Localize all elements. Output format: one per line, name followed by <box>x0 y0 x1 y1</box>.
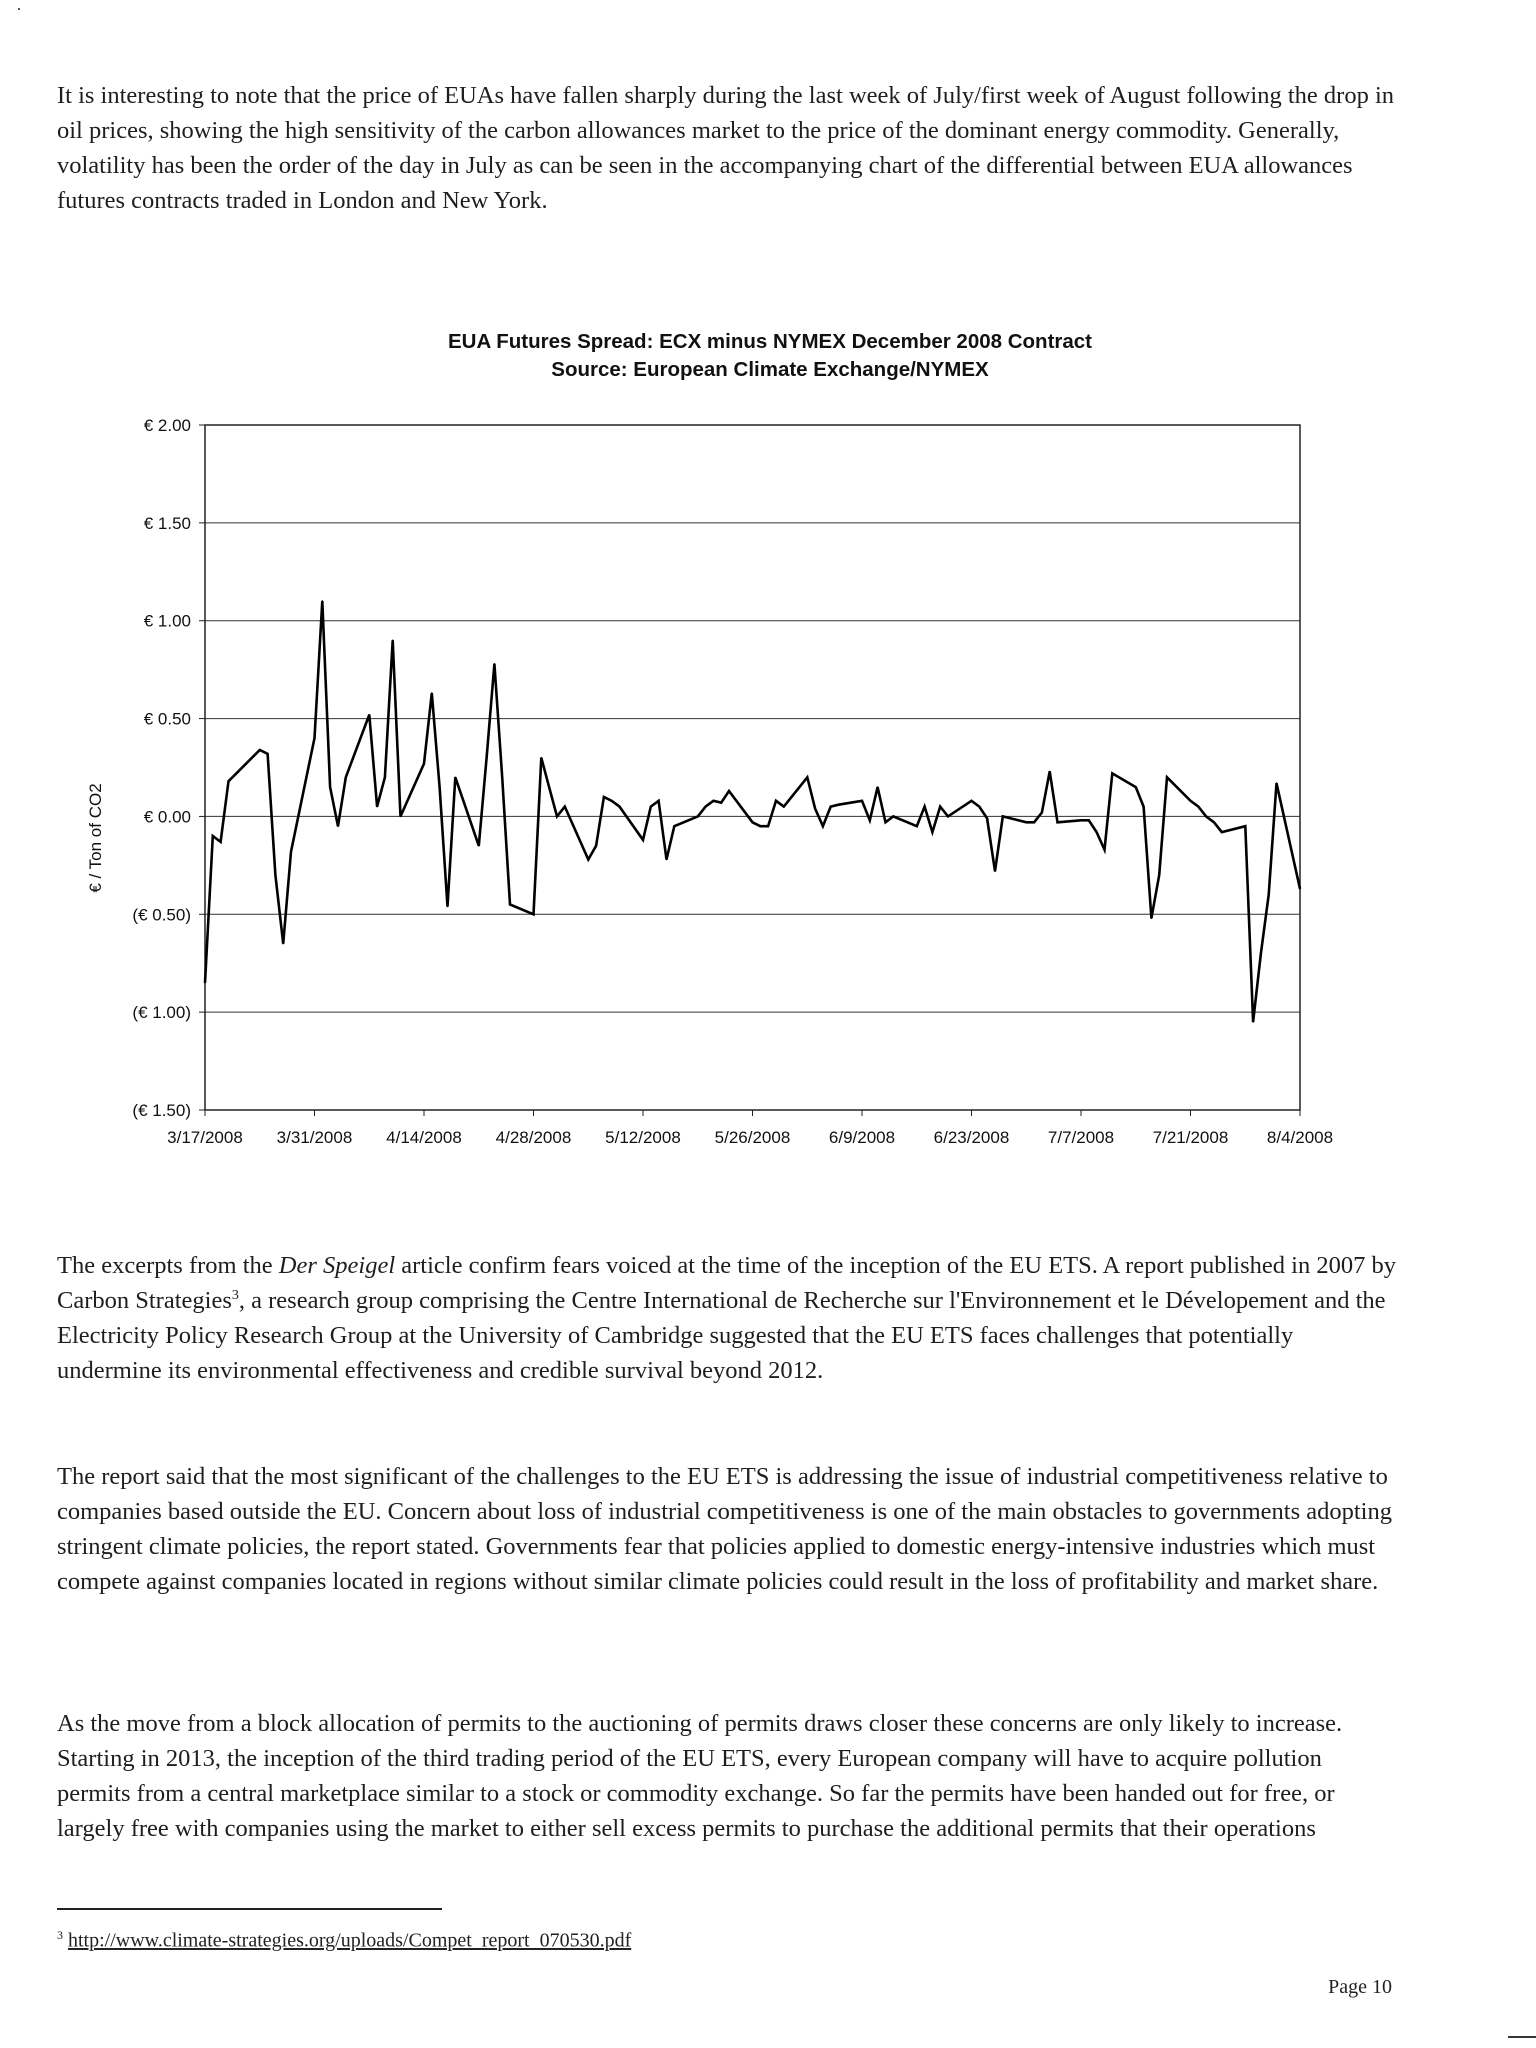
data-point <box>1112 773 1114 775</box>
data-point <box>478 845 480 847</box>
footnote-separator <box>57 1908 442 1910</box>
x-tick-label: 5/12/2008 <box>605 1128 681 1147</box>
data-point <box>1213 822 1215 824</box>
data-point <box>1221 831 1223 833</box>
data-point <box>1088 820 1090 822</box>
x-tick-label: 3/17/2008 <box>167 1128 243 1147</box>
data-point <box>767 825 769 827</box>
chart-title: EUA Futures Spread: ECX minus NYMEX December 2008 Contract <box>447 330 1093 353</box>
data-point <box>1252 1021 1254 1023</box>
data-point <box>1080 820 1082 822</box>
data-point <box>658 800 660 802</box>
data-point <box>220 841 222 843</box>
data-point <box>1143 806 1145 808</box>
y-axis-label: € / Ton of CO2 <box>86 783 105 893</box>
x-axis-ticks <box>167 1110 1333 1147</box>
data-point <box>486 757 488 759</box>
data-point <box>979 806 981 808</box>
paragraph-2-text-c: , a research group comprising the Centre International de Recherche sur l'Environnement et le Dévelopement and the Electricity Policy Research Group at the University of Cambridge suggested that the EU ETS faces challenges that potentially undermine its environmental effectiveness and credible survival beyond 2012. <box>57 1287 1386 1384</box>
y-tick-label: € 0.50 <box>143 709 191 729</box>
y-tick-label: (€ 1.00) <box>132 1003 191 1023</box>
data-point <box>541 757 543 759</box>
series-layer <box>204 600 1301 1022</box>
data-point <box>501 777 503 779</box>
data-point <box>1260 953 1262 955</box>
data-point <box>392 640 394 642</box>
data-point <box>893 816 895 818</box>
x-tick-label: 4/28/2008 <box>495 1128 572 1147</box>
data-point <box>1041 812 1043 814</box>
data-point <box>595 845 597 847</box>
data-point <box>455 777 457 779</box>
data-point <box>282 943 284 945</box>
data-point <box>642 839 644 841</box>
chart-subtitle: Source: European Climate Exchange/NYMEX <box>551 358 989 381</box>
data-point <box>290 851 292 853</box>
data-point <box>533 914 535 916</box>
data-point <box>603 796 605 798</box>
data-point <box>713 800 715 802</box>
y-tick-label: € 2.00 <box>143 416 191 435</box>
data-point <box>376 806 378 808</box>
data-point <box>752 822 754 824</box>
data-point <box>885 822 887 824</box>
y-tick-label: € 1.50 <box>143 513 191 533</box>
data-point <box>760 825 762 827</box>
data-point <box>1276 782 1278 784</box>
scan-speck <box>18 8 20 10</box>
publication-name: Der Speigel <box>278 1252 396 1279</box>
plot-area-border <box>205 425 1300 1110</box>
y-tick-label: (€ 0.50) <box>132 905 191 925</box>
paragraph-2 <box>57 1248 1397 1388</box>
data-point <box>329 786 331 788</box>
data-point <box>494 663 496 665</box>
data-point <box>947 816 949 818</box>
data-point <box>869 820 871 822</box>
data-point <box>807 777 809 779</box>
data-point <box>838 804 840 806</box>
data-point <box>986 818 988 820</box>
paragraph-1: It is interesting to note that the price of EUAs have fallen sharply during the last week of July/first week of August following the drop in oil prices, showing the high sensitivity of the carbon allowances market to the price of the dominant energy commodity. Generally, volatility has been the order of the day in July as can be seen in the accompanying chart of the differential between EUA allowances futures contracts traded in London and New York. <box>57 82 1394 214</box>
data-point <box>861 800 863 802</box>
data-point <box>932 831 934 833</box>
data-point <box>322 600 324 602</box>
data-point <box>439 786 441 788</box>
data-point <box>1033 822 1035 824</box>
data-point <box>548 786 550 788</box>
data-point <box>345 777 347 779</box>
data-point <box>1135 786 1137 788</box>
data-point <box>267 753 269 755</box>
data-point <box>228 780 230 782</box>
data-point <box>556 816 558 818</box>
y-tick-label: (€ 1.50) <box>132 1101 191 1120</box>
y-tick-label: € 1.00 <box>143 611 191 631</box>
data-point <box>1245 825 1247 827</box>
x-tick-label: 4/14/2008 <box>386 1128 462 1147</box>
data-point <box>1166 777 1168 779</box>
data-point <box>924 806 926 808</box>
footnote <box>57 1928 631 1953</box>
data-point <box>830 806 832 808</box>
data-point <box>423 763 425 765</box>
data-point <box>384 777 386 779</box>
data-point <box>720 802 722 804</box>
data-point <box>775 800 777 802</box>
data-point <box>1268 894 1270 896</box>
paragraph-4: As the move from a block allocation of permits to the auctioning of permits draws closer these concerns are only likely to increase. Starting in 2013, the inception of the third trading period of the EU ETS, every European company will have to acquire pollution permits from a central marketplace similar to a stock or commodity exchange. So far the permits have been handed out for free, or largely free with companies using the market to either sell excess permits to purchase the additional permits that their operations <box>57 1710 1343 1842</box>
data-point <box>369 714 371 716</box>
data-point <box>666 859 668 861</box>
data-point <box>939 806 941 808</box>
x-tick-label: 8/4/2008 <box>1266 1128 1334 1147</box>
data-point <box>509 904 511 906</box>
footnote-number: 3 <box>57 1928 63 1942</box>
data-point <box>650 806 652 808</box>
data-point <box>1057 822 1059 824</box>
data-point <box>275 874 277 876</box>
x-tick-label: 6/9/2008 <box>828 1128 896 1147</box>
y-axis-label-wrap <box>76 783 116 893</box>
data-point <box>1190 800 1192 802</box>
data-point <box>204 982 206 984</box>
data-point <box>1002 816 1004 818</box>
footnote-reference[interactable]: 3 <box>231 1287 239 1303</box>
chart <box>0 400 1536 1170</box>
data-point <box>1151 917 1153 919</box>
data-point <box>705 806 707 808</box>
paragraph-2-text-b: article confirm fears voiced at the time of the inception of the EU ETS. A report published in 2007 by Carbon Strategies <box>57 1252 1396 1314</box>
data-point <box>1026 822 1028 824</box>
paragraph-2-text-a: The excerpts from the <box>57 1252 279 1279</box>
data-point <box>1049 771 1051 773</box>
x-tick-label: 7/21/2008 <box>1152 1128 1229 1147</box>
data-point <box>783 806 785 808</box>
data-point <box>728 790 730 792</box>
x-tick-label: 7/7/2008 <box>1047 1128 1115 1147</box>
paragraph-3: The report said that the most significant of the challenges to the EU ETS is addressing the issue of industrial competitiveness relative to companies based outside the EU. Concern about loss of industrial competitiveness is one of the main obstacles to governments adopting stringent climate policies, the report stated. Governments fear that policies applied to domestic energy-intensive industries which must compete against companies located in regions without similar climate policies could result in the loss of profitability and market share. <box>57 1463 1392 1595</box>
data-point <box>697 816 699 818</box>
data-point <box>619 806 621 808</box>
data-point <box>447 906 449 908</box>
data-point <box>1096 831 1098 833</box>
data-point <box>564 806 566 808</box>
data-point <box>611 800 613 802</box>
data-point <box>877 786 879 788</box>
page-number: Page 10 <box>1328 1976 1392 1998</box>
data-point <box>236 773 238 775</box>
data-point <box>400 816 402 818</box>
data-point <box>1104 849 1106 851</box>
y-tick-label: € 0.00 <box>143 807 191 827</box>
data-point <box>674 825 676 827</box>
data-point <box>588 859 590 861</box>
data-point <box>1205 816 1207 818</box>
series-line <box>205 601 1300 1022</box>
data-point <box>259 749 261 751</box>
chart-gridlines <box>205 523 1300 1012</box>
y-axis-ticks <box>132 416 205 1120</box>
data-point <box>994 870 996 872</box>
footnote-link[interactable]: http://www.climate-strategies.org/uploads/Compet_report_070530.pdf <box>68 1929 632 1952</box>
data-point <box>314 737 316 739</box>
x-tick-label: 5/26/2008 <box>714 1128 791 1147</box>
data-point <box>212 835 214 837</box>
x-tick-label: 3/31/2008 <box>276 1128 353 1147</box>
scan-mark <box>1508 2036 1536 2038</box>
x-tick-label: 6/23/2008 <box>933 1128 1010 1147</box>
data-point <box>971 800 973 802</box>
data-point <box>1198 806 1200 808</box>
data-point <box>431 692 433 694</box>
data-point <box>1158 874 1160 876</box>
data-point <box>1299 888 1301 890</box>
data-point <box>337 825 339 827</box>
data-point <box>916 825 918 827</box>
data-point <box>814 808 816 810</box>
data-point <box>822 825 824 827</box>
